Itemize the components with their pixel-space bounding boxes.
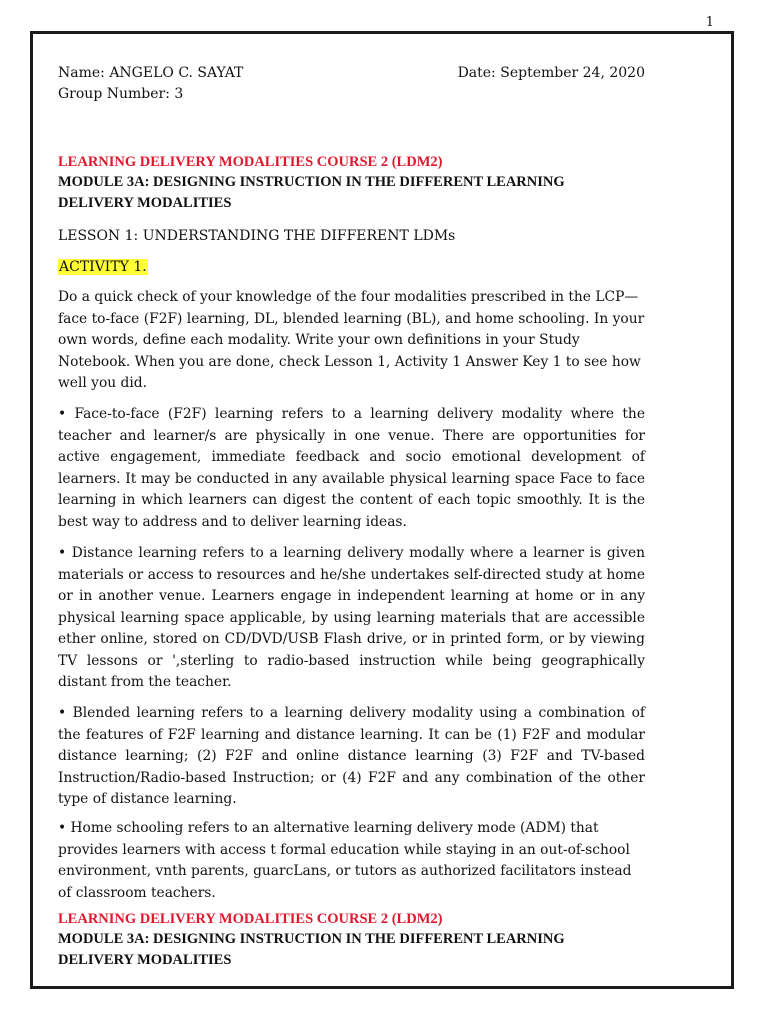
definition-blended-learning: • Blended learning refers to a learning delivery modality using a combination of the features of F2F learning and distance learning. It can be (1) F2F and modular distance learning; (2) F2F and online distance learning (3) F2F and TV-based Instruction/Radio-based Instruction; or (4) F2F and any combination of the other type of distance learning. bbox=[58, 705, 645, 807]
footer-module-line-1: MODULE 3A: DESIGNING INSTRUCTION IN THE DIFFERENT LEARNING bbox=[58, 931, 565, 947]
footer-course-title: LEARNING DELIVERY MODALITIES COURSE 2 (LDM2) bbox=[58, 911, 443, 927]
course-heading bbox=[58, 152, 645, 214]
submission-date: Date: September 24, 2020 bbox=[457, 65, 645, 81]
page-number: 1 bbox=[705, 15, 714, 30]
course-title: LEARNING DELIVERY MODALITIES COURSE 2 (LDM2) bbox=[58, 154, 443, 170]
activity-label: ACTIVITY 1. bbox=[59, 259, 147, 275]
module-title-line-2: DELIVERY MODALITIES bbox=[58, 195, 232, 211]
lesson-title: LESSON 1: UNDERSTANDING THE DIFFERENT LDMs bbox=[58, 228, 456, 244]
header-info bbox=[58, 63, 645, 105]
definition-home-schooling: • Home schooling refers to an alternative learning delivery mode (ADM) that provides learners with access t formal education while staying in an out-of-school environment, vnth parents, guarcLans, or tutors as authorized facilitators instead of classroom teachers. bbox=[58, 820, 632, 901]
definition-distance-learning: • Distance learning refers to a learning delivery modally where a learner is given materials or access to resources and he/she undertakes self-directed study at home or in another venue. Learners engage in independent learning at home or in any physical learning space applicable, by using learning materials that are accessible ether online, stored on CD/DVD/USB Flash drive, or in printed form, or by viewing TV lessons or ',sterling to radio-based instruction while being geographically distant from the teacher. bbox=[58, 545, 645, 690]
activity-instructions: Do a quick check of your knowledge of the four modalities prescribed in the LCP—face to-face (F2F) learning, DL, blended learning (BL), and home schooling. In your own words, define each modality. Write your own definitions in your Study Notebook. When you are done, check Lesson 1, Activity 1 Answer Key 1 to see how well you did. bbox=[58, 289, 645, 391]
module-title-line-1: MODULE 3A: DESIGNING INSTRUCTION IN THE DIFFERENT LEARNING bbox=[58, 174, 565, 190]
group-number: Group Number: 3 bbox=[58, 86, 184, 102]
footer-module-line-2: DELIVERY MODALITIES bbox=[58, 952, 232, 968]
student-name: Name: ANGELO C. SAYAT bbox=[58, 65, 244, 81]
footer-heading bbox=[58, 909, 645, 971]
definition-face-to-face: • Face-to-face (F2F) learning refers to a learning delivery modality where the teacher and learner/s are physically in one venue. There are opportunities for active engagement, immediate feedback and socio emotional development of learners. It may be conducted in any available physical learning space Face to face learning in which learners can digest the content of each topic smoothly. It is the best way to address and to deliver learning ideas. bbox=[58, 406, 645, 530]
